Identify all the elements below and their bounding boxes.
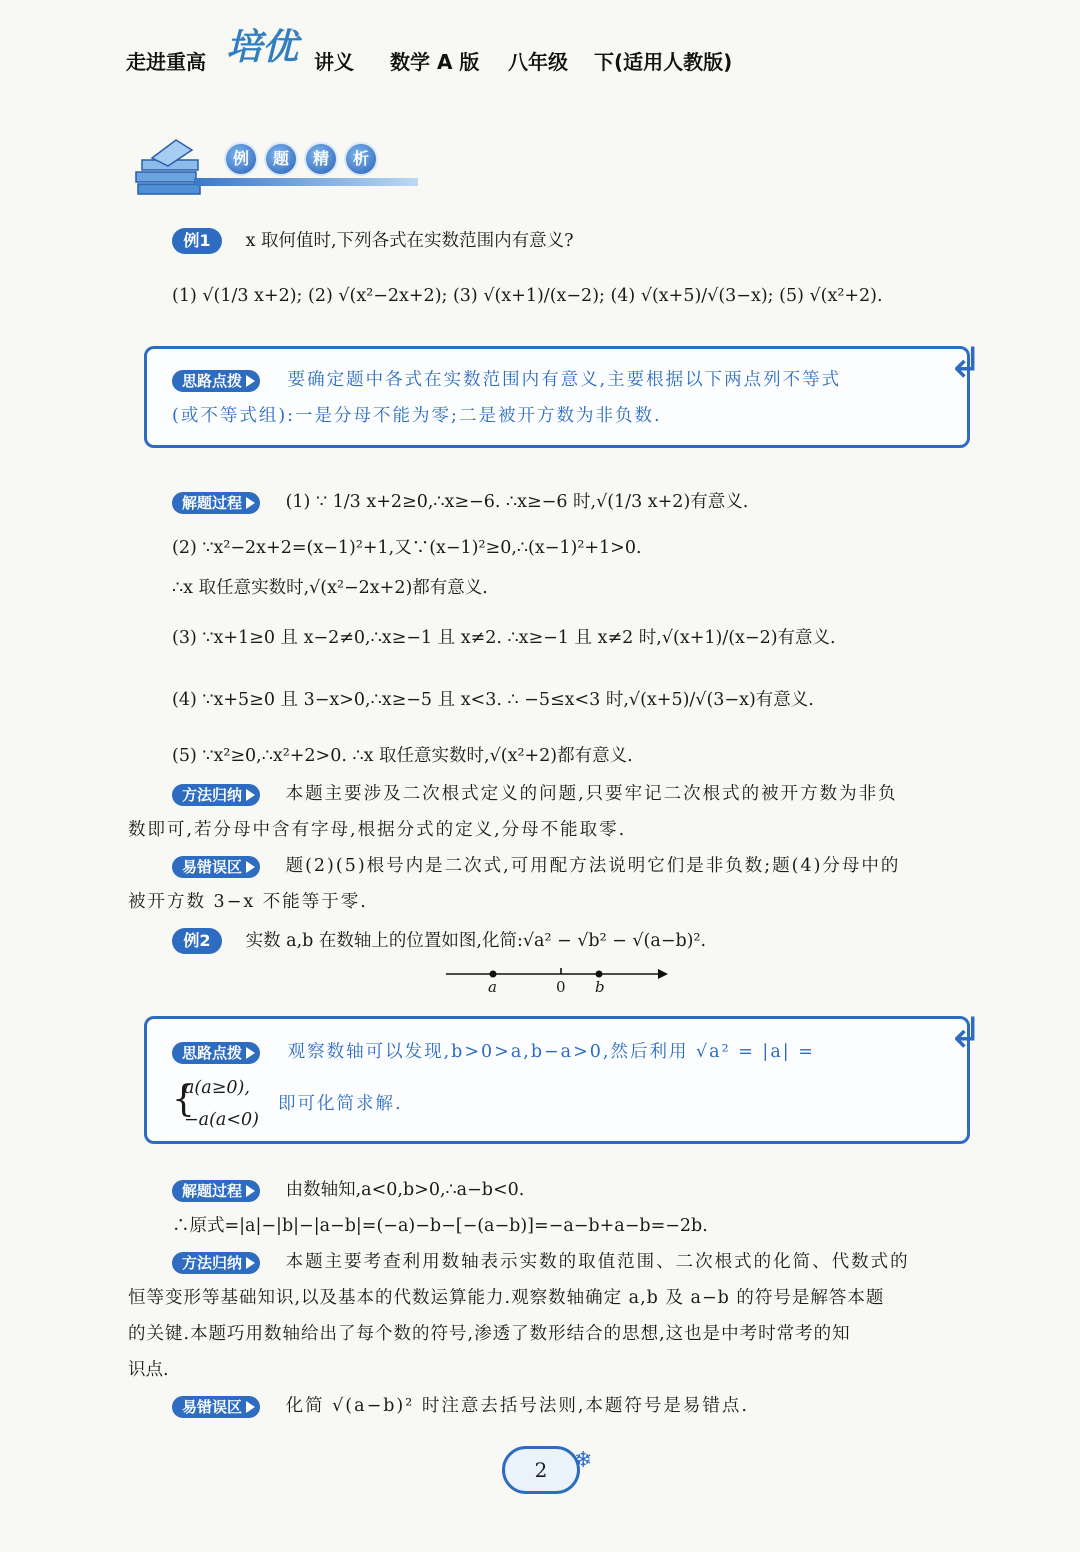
header-brand: 培优 <box>226 27 299 68</box>
piecewise-brace: { <box>172 1079 195 1120</box>
solution-2-row-1 <box>172 1178 524 1202</box>
hint-2-label: 思路点拨 <box>172 1042 260 1064</box>
solution-2-label: 解题过程 <box>172 1180 260 1202</box>
banner-stripe <box>194 178 418 186</box>
method-2-text-4: 识点. <box>128 1360 169 1380</box>
error-2-label: 易错误区 <box>172 1396 260 1418</box>
hint-1-label: 思路点拨 <box>172 370 260 392</box>
method-2-row-1 <box>172 1250 910 1274</box>
number-line-label-zero: 0 <box>556 978 566 996</box>
method-2-text-3: 的关键.本题巧用数轴给出了每个数的符号,渗透了数形结合的思想,这也是中考时常考的知 <box>128 1324 851 1344</box>
bracket-icon: ↲ <box>948 338 984 387</box>
solution-2-text-2: ∴原式=|a|−|b|−|a−b|=(−a)−b−[−(a−b)]=−a−b+a−b=−2b. <box>172 1216 708 1236</box>
section-char: 例 <box>224 142 258 176</box>
hint-2-line-1 <box>172 1040 815 1064</box>
number-line <box>440 962 670 998</box>
hint-box-2 <box>144 1016 970 1144</box>
solution-1-text-4: (4) ∵x+5≥0 且 3−x>0,∴x≥−5 且 x<3. ∴ −5≤x<3 时,√(x+5)/√(3−x)有意义. <box>172 690 814 710</box>
error-1-text-1: 题(2)(5)根号内是二次式,可用配方法说明它们是非负数;题(4)分母中的 <box>285 856 901 876</box>
error-1-row-1 <box>172 854 900 878</box>
solution-1-text-2: (2) ∵x²−2x+2=(x−1)²+1,又∵(x−1)²≥0,∴(x−1)²+1>0. <box>172 538 642 558</box>
solution-1-text-1: (1) ∵ 1/3 x+2≥0,∴x≥−6. ∴x≥−6 时,√(1/3 x+2)有意义. <box>285 492 749 512</box>
method-2-text-2: 恒等变形等基础知识,以及基本的代数运算能力.观察数轴确定 a,b 及 a−b 的符号是解答本题 <box>128 1288 885 1308</box>
section-char: 析 <box>344 142 378 176</box>
header-subject: 数学 A 版 <box>390 50 480 74</box>
section-banner <box>132 132 422 206</box>
example-1-question: x 取何值时,下列各式在实数范围内有意义? <box>245 231 574 251</box>
example-1-items: (1) √(1/3 x+2); (2) √(x²−2x+2); (3) √(x+1)/(x−2); (4) √(x+5)/√(3−x); (5) √(x²+2). <box>172 286 883 306</box>
example-1-badge: 例1 <box>172 228 222 254</box>
solution-1-text-3: (3) ∵x+1≥0 且 x−2≠0,∴x≥−1 且 x≠2. ∴x≥−1 且 x≠2 时,√(x+1)/(x−2)有意义. <box>172 628 836 648</box>
hint-1-text-2: (或不等式组):一是分母不能为零;二是被开方数为非负数. <box>172 406 662 426</box>
header-volume: 下(适用人教版) <box>594 50 733 74</box>
number-line-label-a: a <box>488 978 497 996</box>
number-line-label-b: b <box>595 978 605 996</box>
error-2-row-1 <box>172 1394 749 1418</box>
solution-1-text-5: (5) ∵x²≥0,∴x²+2>0. ∴x 取任意实数时,√(x²+2)都有意义. <box>172 746 633 766</box>
header-grade: 八年级 <box>508 50 568 74</box>
section-title <box>224 142 384 176</box>
method-1-label: 方法归纳 <box>172 784 260 806</box>
solution-1-text-2b: ∴x 取任意实数时,√(x²−2x+2)都有意义. <box>172 578 488 598</box>
error-2-text-1: 化简 √(a−b)² 时注意去括号法则,本题符号是易错点. <box>285 1396 749 1416</box>
method-1-text-1: 本题主要涉及二次根式定义的问题,只要牢记二次根式的被开方数为非负 <box>285 784 898 804</box>
hint-2-case-2: −a(a<0) <box>184 1110 259 1130</box>
method-2-text-1: 本题主要考查利用数轴表示实数的取值范围、二次根式的化简、代数式的 <box>285 1252 910 1272</box>
section-char: 精 <box>304 142 338 176</box>
books-icon <box>132 132 222 206</box>
example-2-question: 实数 a,b 在数轴上的位置如图,化简:√a² − √b² − √(a−b)². <box>245 931 707 951</box>
hint-2-text-1: 观察数轴可以发现,b>0>a,b−a>0,然后利用 √a² = |a| = <box>287 1042 815 1062</box>
hint-2-case-1: a(a≥0), <box>184 1078 250 1098</box>
method-1-row-1 <box>172 782 898 806</box>
solution-1-label: 解题过程 <box>172 492 260 514</box>
header-book: 讲义 <box>314 50 354 74</box>
header-series: 走进重高 <box>126 50 206 74</box>
solution-1-row-1 <box>172 490 748 514</box>
bracket-icon: ↲ <box>948 1008 984 1057</box>
page-number: 2 <box>502 1446 580 1494</box>
section-char: 题 <box>264 142 298 176</box>
hint-1-text-1: 要确定题中各式在实数范围内有意义,主要根据以下两点列不等式 <box>287 370 842 390</box>
example-2-question-row <box>172 928 706 954</box>
example-1-question-row <box>172 228 573 254</box>
example-2-badge: 例2 <box>172 928 222 954</box>
error-1-text-2: 被开方数 3−x 不能等于零. <box>128 892 368 912</box>
hint-box-1 <box>144 346 970 448</box>
method-1-text-2: 数即可,若分母中含有字母,根据分式的定义,分母不能取零. <box>128 820 627 840</box>
snowflake-icon: ❄ <box>574 1448 593 1473</box>
hint-2-tail: 即可化简求解. <box>278 1094 403 1114</box>
hint-1-line-1 <box>172 368 841 392</box>
solution-2-text-1: 由数轴知,a<0,b>0,∴a−b<0. <box>285 1180 525 1200</box>
method-2-label: 方法归纳 <box>172 1252 260 1274</box>
error-1-label: 易错误区 <box>172 856 260 878</box>
